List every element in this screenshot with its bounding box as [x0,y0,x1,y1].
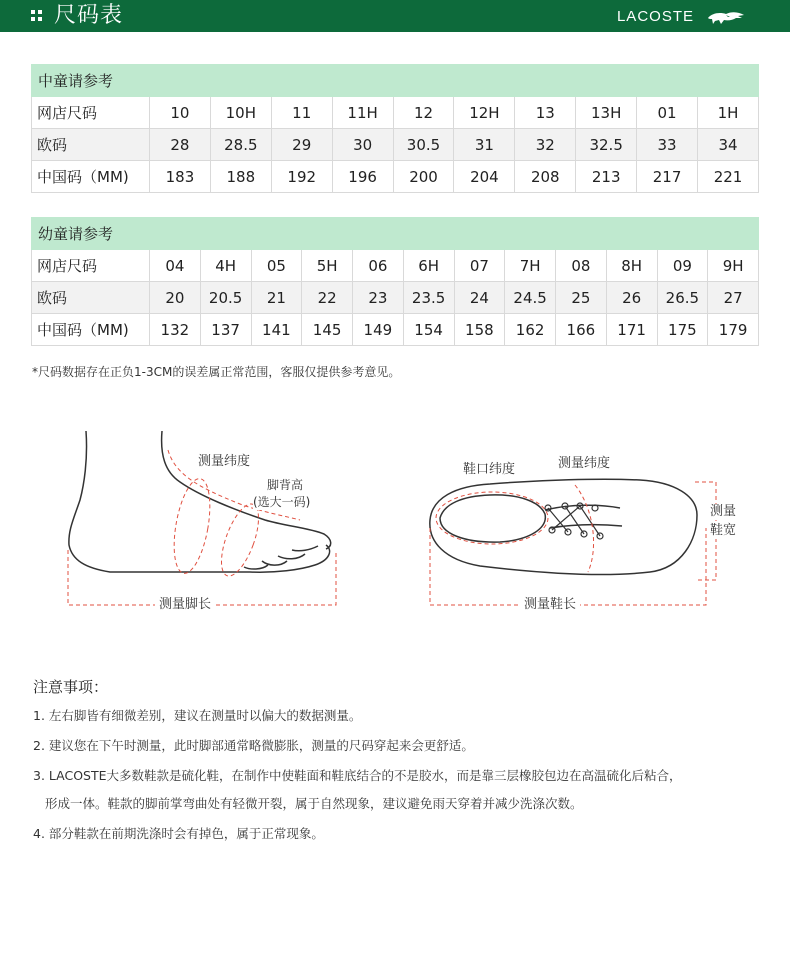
table-cell: 31 [454,129,515,161]
table-cell: 30 [332,129,393,161]
note-item-3 [33,768,773,812]
instep-height-label: 脚背高 [267,478,304,492]
table-cell: 9H [708,250,759,282]
table-row [32,250,759,282]
table-cell: 07 [454,250,505,282]
size-table-medium-kids [31,64,759,193]
table-cell: 8H [606,250,657,282]
table-cell: 13H [576,97,637,129]
table-cell: 1H [698,97,759,129]
table-cell: 05 [251,250,302,282]
grid-icon [31,10,43,22]
table-cell: 213 [576,161,637,193]
table-cell: 221 [698,161,759,193]
table-title: 中童请参考 [32,65,759,97]
table-cell: 10H [210,97,271,129]
table-cell: 29 [271,129,332,161]
table-cell: 188 [210,161,271,193]
measurement-diagram [0,400,790,640]
row-label: 网店尺码 [32,250,150,282]
shoe-opening-label: 鞋口纬度 [463,462,516,477]
foot-width-label: 测量纬度 [198,454,251,469]
table-cell: 7H [505,250,556,282]
table-row [32,161,759,193]
instep-size-hint: (选大一码) [253,495,311,509]
table-cell: 179 [708,314,759,346]
table-cell: 26 [606,282,657,314]
row-label: 网店尺码 [32,97,150,129]
table-cell: 06 [353,250,404,282]
note-item-text: 4. 部分鞋款在前期洗涤时会有掉色，属于正常现象。 [33,826,324,841]
foot-and-shoe-illustration [0,400,790,640]
table-cell: 32.5 [576,129,637,161]
table-cell: 01 [637,97,698,129]
table-cell: 145 [302,314,353,346]
size-note: *尺码数据存在正负1-3CM的误差属正常范围，客服仅提供参考意见。 [32,365,401,379]
notes-section [33,676,773,856]
table-cell: 12 [393,97,454,129]
table-cell: 162 [505,314,556,346]
table-cell: 34 [698,129,759,161]
note-item-text-cont: 形成一体。鞋款的脚前掌弯曲处有轻微开裂，属于自然现象，建议避免雨天穿着并减少洗涤次数。 [45,796,583,811]
table-cell: 32 [515,129,576,161]
table-cell: 171 [606,314,657,346]
table-cell: 24.5 [505,282,556,314]
table-cell: 149 [353,314,404,346]
table-cell: 204 [454,161,515,193]
table-cell: 200 [393,161,454,193]
table-cell: 5H [302,250,353,282]
table-cell: 137 [200,314,251,346]
table-cell: 04 [150,250,201,282]
table-row [32,282,759,314]
table-cell: 22 [302,282,353,314]
table-cell: 175 [657,314,708,346]
row-label: 欧码 [32,282,150,314]
shoe-length-label: 测量鞋长 [520,597,580,613]
table-cell: 208 [515,161,576,193]
table-cell: 10 [150,97,211,129]
table-cell: 24 [454,282,505,314]
shoe-measure-label: 测量 [710,504,737,519]
note-item-text: 2. 建议您在下午时测量，此时脚部通常略微膨胀，测量的尺码穿起来会更舒适。 [33,738,474,753]
table-cell: 4H [200,250,251,282]
table-cell: 33 [637,129,698,161]
table-cell: 28.5 [210,129,271,161]
note-item-1 [33,708,773,724]
crocodile-logo-icon [706,7,746,27]
table-cell: 27 [708,282,759,314]
row-label: 中国码（MM) [32,161,150,193]
table-cell: 196 [332,161,393,193]
table-cell: 21 [251,282,302,314]
table-cell: 23.5 [403,282,454,314]
table-cell: 132 [150,314,201,346]
note-item-4 [33,826,773,842]
table-cell: 12H [454,97,515,129]
table-row [32,97,759,129]
table-cell: 09 [657,250,708,282]
table-cell: 20 [150,282,201,314]
table-row [32,129,759,161]
row-label: 欧码 [32,129,150,161]
table-cell: 26.5 [657,282,708,314]
table-cell: 13 [515,97,576,129]
brand-name: LACOSTE [616,8,694,25]
table-cell: 158 [454,314,505,346]
table-cell: 141 [251,314,302,346]
table-cell: 11 [271,97,332,129]
note-item-2 [33,738,773,754]
row-label: 中国码（MM) [32,314,150,346]
table-cell: 08 [556,250,607,282]
header-bar [0,0,790,32]
table-cell: 30.5 [393,129,454,161]
table-cell: 6H [403,250,454,282]
table-cell: 25 [556,282,607,314]
table-title: 幼童请参考 [32,218,759,250]
table-cell: 154 [403,314,454,346]
foot-length-label: 测量脚长 [155,597,215,613]
table-cell: 20.5 [200,282,251,314]
table-cell: 28 [150,129,211,161]
table-cell: 166 [556,314,607,346]
page-title: 尺码表 [54,3,124,28]
table-cell: 11H [332,97,393,129]
table-cell: 23 [353,282,404,314]
size-table-toddlers [31,217,759,346]
notes-title: 注意事项： [33,678,109,696]
note-item-text: 1. 左右脚皆有细微差别，建议在测量时以偏大的数据测量。 [33,708,362,723]
table-cell: 183 [150,161,211,193]
note-item-text: 3. LACOSTE大多数鞋款是硫化鞋，在制作中使鞋面和鞋底结合的不是胶水，而是靠三层橡胶包边在高温硫化后粘合， [33,768,682,783]
shoe-width-label: 测量纬度 [558,456,611,471]
table-cell: 217 [637,161,698,193]
table-row [32,314,759,346]
shoe-breadth-label: 鞋宽 [710,523,737,538]
table-cell: 192 [271,161,332,193]
